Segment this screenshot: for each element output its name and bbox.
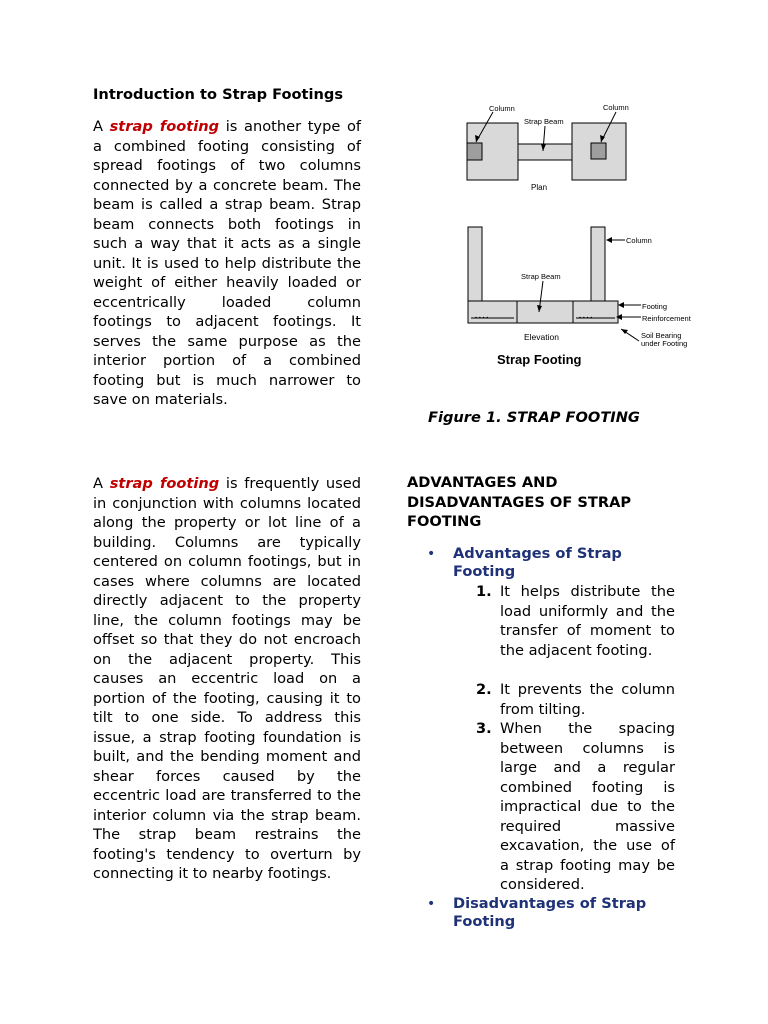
strap-footing-term: strap footing [109,118,220,135]
bullet-dot: • [427,546,436,562]
item-number: 2. [476,681,492,698]
list-item [476,680,675,719]
strap-footing-term: strap footing [109,475,220,492]
item-text: When the spacing between columns is large and a regular combined footing is impractical due to the required massive excavation, the use of a strap footing may be considered. [500,720,675,893]
bullet-dot: • [427,896,436,912]
elev-column-left [468,227,482,302]
item-text: It prevents the column from tilting. [500,681,675,718]
label-soil-bearing-2: under Footing [641,339,688,348]
plan-strap-beam [518,144,572,160]
label-elevation: Elevation [524,332,559,342]
list-item [476,582,675,660]
item-number: 3. [476,720,492,737]
strap-footing-diagram [455,98,717,376]
label-plan: Plan [531,183,548,192]
label-footing: Footing [642,302,668,311]
rebar-dots-left: • • • • [475,316,489,322]
usage-paragraph [93,474,361,884]
label-strap-beam-elev: Strap Beam [521,272,561,281]
figure-caption: Figure 1. STRAP FOOTING [428,409,640,426]
advantages-label: Advantages of Strap Footing [453,545,622,580]
rebar-dots-right: • • • • [579,316,593,322]
list-item [476,719,675,895]
label-soil-bearing-1: Soil Bearing [641,331,682,340]
item-number: 1. [476,583,492,600]
advantages-heading: ADVANTAGES AND DISADVANTAGES OF STRAP FOOTING [407,474,632,530]
label-column-right: Column [603,103,629,112]
label-reinforcement: Reinforcement [642,314,691,323]
label-column-left: Column [489,104,515,113]
section-heading: Introduction to Strap Footings [93,86,344,103]
elev-footing-strap [468,301,618,323]
item-text: It helps distribute the load uniformly and the transfer of moment to the adjacent footing. [500,583,675,659]
para-lead: A [93,475,110,492]
para-lead: A [93,118,110,135]
strap-footing-figure [455,98,717,376]
disadvantages-label: Disadvantages of Strap Footing [453,895,647,930]
arrowhead [618,302,624,308]
intro-paragraph [93,117,361,410]
arrowhead [606,237,612,243]
elev-column-right [591,227,605,302]
para-body: is another type of a combined footing consisting of spread footings of two columns connected by a concrete beam. The beam is called a strap beam. Strap beam connects both footings in such a way that it acts as a single unit. It is used to help distribute the weight of either heavily loaded or eccentrically loaded column footings to adjacent footings. It serves the same purpose as the interior portion of a combined footing but is much narrower to save on materials. [93,118,362,408]
figure-title: Strap Footing [497,352,582,367]
plan-column-left [467,143,482,160]
label-strap-beam-plan: Strap Beam [524,117,564,126]
label-column-elev: Column [626,236,652,245]
plan-column-right [591,143,606,159]
para-body: is frequently used in conjunction with columns located along the property or lot line of a building. Columns are typically centered on column footings, but in cases where columns are located directly adjacent to the property line, the column footings may be offset so that they do not encroach on the adjacent property. This causes an eccentric load on a portion of the footing, causing it to tilt to one side. To address this issue, a strap footing foundation is built, and the bending moment and shear forces caused by the eccentric load are transferred to the interior column via the strap beam. The strap beam restrains the footing's tendency to overturn by connecting it to nearby footings. [93,475,362,882]
